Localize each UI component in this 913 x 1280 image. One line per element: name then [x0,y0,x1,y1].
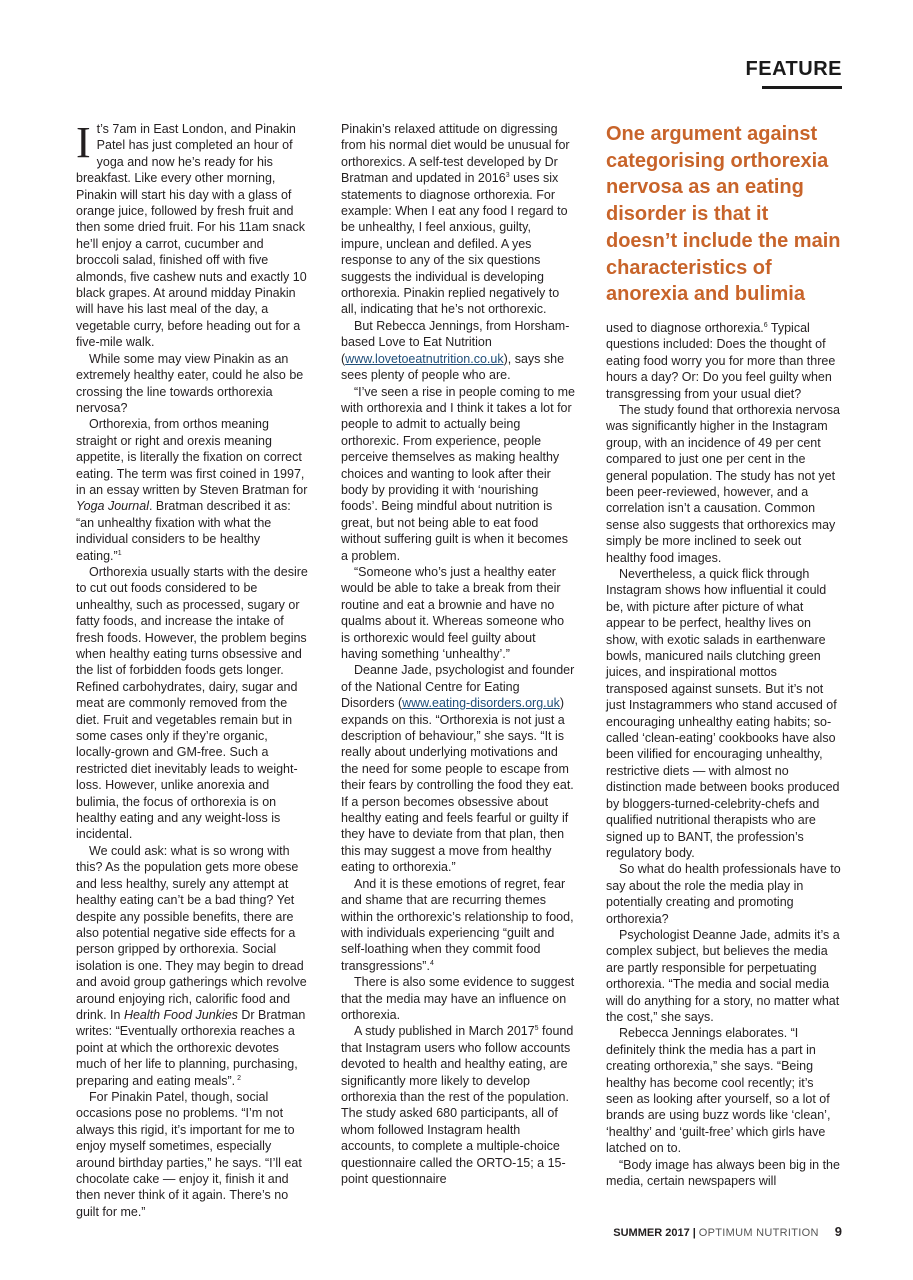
paragraph-text: used to diagnose orthorexia. [606,320,764,335]
eating-disorders-link[interactable]: www.eating-disorders.org.uk [402,696,560,711]
paragraph [341,121,575,318]
footnote-ref: 1 [117,549,122,557]
paragraph [341,318,575,384]
paragraph-text: We could ask: what is so wrong with this? As the population gets more obese and less healthy, surely any attempt at healthy eating can’t be a bad thing? Yet despite any possible benefits, there are also potential negative side effects for a person gripped by orthorexia. Social isolation is one. They may begin to dread and avoid group gatherings which revolve around enjoying rich, calorific food and drink. In [76,843,307,1022]
section-rule [762,86,842,89]
page-number: 9 [834,1224,842,1239]
paragraph: Psychologist Deanne Jade, admits it’s a complex subject, but believes the media are partly responsible for perpetuating orthorexia. “The media and social media will do anything for a story, no matter what the cost,” she says. [606,927,840,1024]
article-column-1 [76,118,308,1220]
opening-paragraph [76,118,308,351]
paragraph: For Pinakin Patel, though, social occasions pose no problems. “I’m not always this rigid, it’s important for me to enjoy myself sometimes, especially around birthday parties,” he says. “I’ll eat chocolate cake — enjoy it, finish it and then never think of it again. There’s no guilt for me.” [76,1089,302,1219]
footnote-ref: 6 [763,321,768,329]
paragraph: So what do health professionals have to say about the role the media play in potentially creating and promoting orthorexia? [606,862,841,926]
paragraph-text: ), says she sees plenty of people who are. [341,351,565,383]
paragraph: “Body image has always been big in the media, certain newspapers will [606,1157,840,1189]
paragraph-text: uses six statements to diagnose orthorexia. For example: When I eat any food I regard to be unhealthy, I feel anxious, guilty, impure, unclean and defiled. A yes response to any of the six questions suggests the individual is developing orthorexia. Pinakin replied negatively to all, indicating that he’s not orthorexic. [341,171,568,317]
paragraph-text: t’s 7am in East London, and Pinakin Patel has just completed an hour of yoga and now he’s ready for his breakfast. Like every other morning, Pinakin will start his day with a glass of orange juice, followed by fresh fruit and then some dried fruit. For his 11am snack he’ll enjoy a carrot, cucumber and broccoli salad, finished off with five almonds, five cashew nuts and exactly 10 black grapes. At around midday Pinakin will have his last meal of the day, a vegetable curry, before heading out for a five-mile walk. [76,122,307,350]
paragraph-text: Deanne Jade, psychologist and founder of the National Centre for Eating Disorders ( [341,663,575,711]
issue-label: SUMMER 2017 [613,1227,690,1239]
footnote-ref: 4 [429,959,434,967]
paragraph-text: Typical questions included: Does the thought of eating food worry you for more than three hours a day? Or: Do you feel guilty when transgressing from your usual diet? [606,320,836,401]
pull-quote: One argument against categorising orthorexia nervosa as an eating disorder is that it doesn’t include the main characteristics of anorexia and bulimia [606,123,841,306]
article-column-3 [606,121,842,1189]
footnote-ref: 5 [534,1025,539,1033]
paragraph: There is also some evidence to suggest that the media may have an influence on orthorexia. [341,975,575,1022]
paragraph-text: But Rebecca Jennings, from Horsham-based Love to Eat Nutrition ( [341,318,570,366]
paragraph: Rebecca Jennings elaborates. “I definitely think the media has a part in creating orthorexia,” she says. “Being healthy has become cool recently; it’s seen as looking after yourself, so a lot of brands are using buzz words like ‘clean’, ‘healthy’ and ‘guilt-free’ which girls have latched on to. [606,1026,831,1156]
footnote-ref: 2 [235,1074,241,1082]
love-to-eat-link[interactable]: www.lovetoeatnutrition.co.uk [345,351,504,366]
magazine-name: OPTIMUM NUTRITION [698,1227,819,1239]
publication-title: Yoga Journal [76,499,149,514]
footnote-ref: 3 [505,172,510,180]
paragraph-text: . Bratman described it as: “an unhealthy fixation with what the individual considers to be healthy eating.” [76,499,291,563]
drop-cap: I [76,118,91,167]
paragraph: Orthorexia usually starts with the desire to cut out foods considered to be unhealthy, such as processed, sugary or fatty foods, and increase the intake of fresh foods. However, the problem begins when healthy eating turns obsessive and the list of forbidden foods gets longer. Refined carbohydrates, dairy, sugar and meat are commonly removed from the diet. Fruit and vegetables remain but in some cases only if they’re organic, locally-grown and GM-free. Such a restricted diet inevitably leads to weight-loss. However, unlike anorexia and bulimia, the focus of orthorexia is on healthy eating and any weight-loss is incidental. [76,564,308,842]
article-column-2 [341,121,575,1187]
paragraph [76,843,308,1089]
paragraph: Nevertheless, a quick flick through Instagram shows how influential it could be, with picture after picture of what appear to be perfect, healthy lives on show, with exotic salads in earthenware bowls, manicured nails clutching green juices, and inspirational mottos transposed against sunsets. But it’s not just Instagrammers who stand accused of encouraging unhealthy eating habits; so-called ‘clean-eating’ cookbooks have also been vilified for encouraging unhealthy, restrictive diets — with almost no distinction made between books produced by bloggers-turned-celebrity-chefs and qualified nutritional therapists who are signed up to BANT, the profession’s regulatory body. [606,567,840,860]
paragraph-text: ) expands on this. “Orthorexia is not just a description of behaviour,” she says. “It is really about underlying motivations and the need for some people to escape from their fears by controlling the food they eat. If a person becomes obsessive about healthy eating and feels fearful or guilty if they have to deviate from that plan, then this may suggest a move from healthy eating to orthorexia.” [341,696,574,875]
paragraph-text: And it is these emotions of regret, fear and shame that are recurring themes within the orthorexic’s relationship to food, with individuals experiencing “guilt and self-loathing when they commit food transgressions”. [341,876,574,973]
footer-separator: | [692,1227,696,1239]
book-title: Health Food Junkies [123,1007,238,1022]
paragraph-text: A study published in March 2017 [354,1024,535,1039]
paragraph-text: found that Instagram users who follow accounts devoted to health and healthy eating, are significantly more likely to develop orthorexia than the rest of the population. The study asked 680 participants, all of whom followed Instagram health accounts, to complete a multiple-choice questionnaire called the ORTO-15; a 15-point questionnaire [341,1024,574,1186]
paragraph: While some may view Pinakin as an extremely healthy eater, could he also be crossing the line towards orthorexia nervosa? [76,351,304,415]
paragraph: “Someone who’s just a healthy eater would be able to take a break from their routine and eat a brownie and have no qualms about it. Whereas someone who is orthorexic would feel guilty about having something ‘unhealthy’.” [341,564,565,661]
section-label: FEATURE [745,58,842,80]
paragraph: “I’ve seen a rise in people coming to me with orthorexia and I think it takes a lot for people to admit to actually being orthorexic. From experience, people perceive themselves as making healthy choices and wanting to look after their body by providing it with ‘nourishing foods’. Being mindful about nutrition is great, but not being able to eat food without suffering guilt is when it becomes a problem. [341,384,575,563]
paragraph-text: Dr Bratman writes: “Eventually orthorexia reaches a point at which the orthorexic devotes much of her life to planning, purchasing, preparing and eating meals”. [76,1007,306,1088]
paragraph: The study found that orthorexia nervosa was significantly higher in the Instagram group, with an incidence of 49 per cent compared to just one per cent in the general population. The study has not yet been peer-reviewed, however, and a correlation isn’t a causation. Common sense also suggests that orthorexics may simply be more inclined to seek out healthy food images. [606,402,840,565]
paragraph [76,416,308,564]
paragraph [341,662,575,875]
paragraph-text: Orthorexia, from orthos meaning straight or right and orexis meaning appetite, is literally the fixation on correct eating. The term was first coined in 1997, in an essay written by Steven Bratman for [76,417,308,497]
paragraph-text: Pinakin’s relaxed attitude on digressing from his normal diet would be unusual for orthorexics. A self-test developed by Dr Bratman and updated in 2016 [341,122,570,186]
paragraph [606,320,842,402]
page-footer [560,1224,842,1239]
paragraph [341,1023,575,1187]
paragraph [341,876,575,974]
